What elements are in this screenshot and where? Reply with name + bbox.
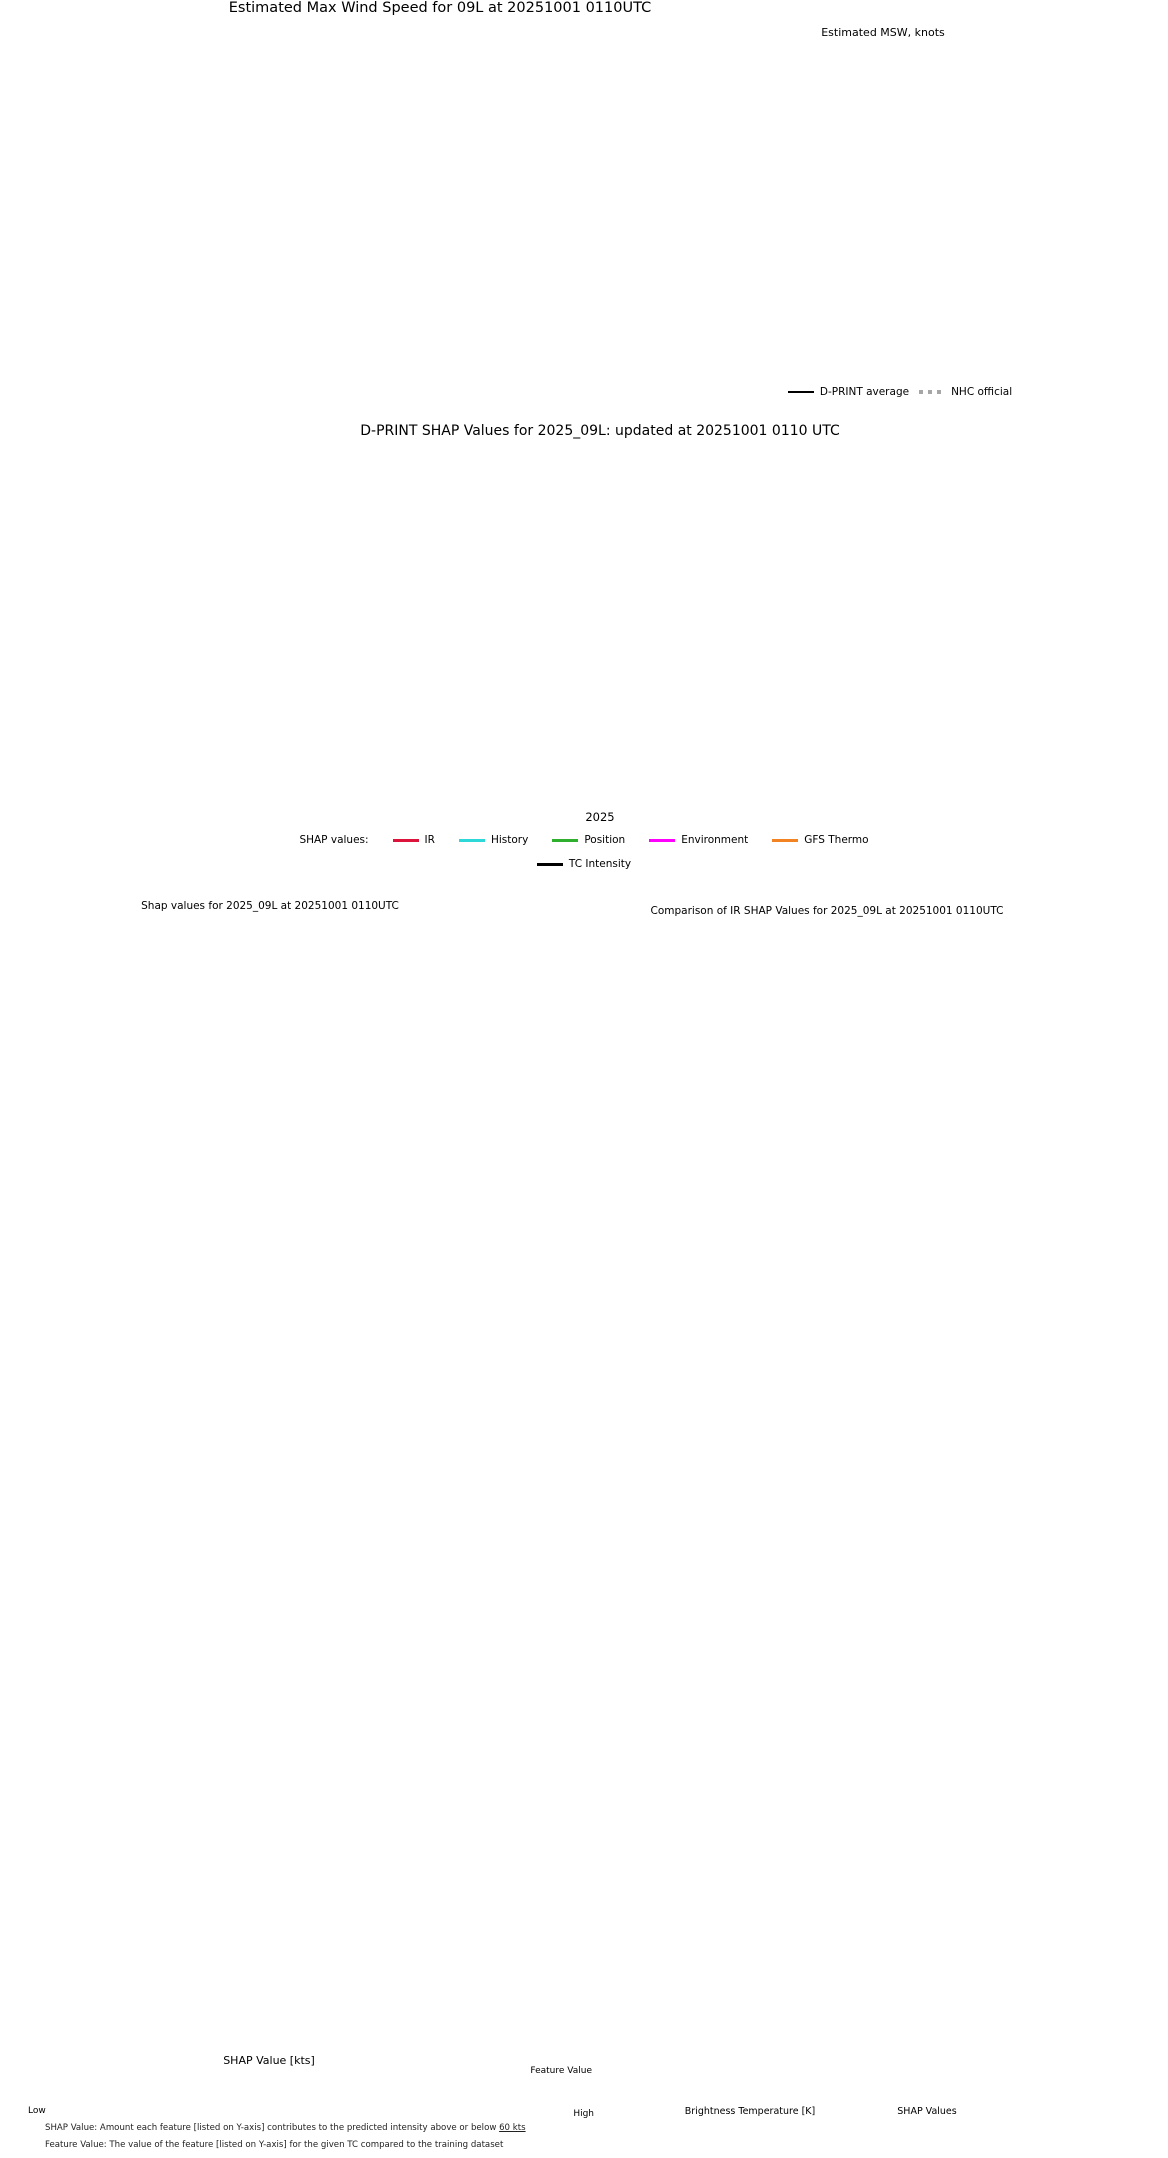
timeseries-legend-row1 [60,834,1108,846]
tc-intensity-line-swatch [537,863,563,866]
legend-item-tc-intensity [537,858,631,870]
legend-label: History [490,834,529,846]
legend-label: Position [584,834,626,846]
legend-label: TC Intensity [568,858,632,870]
legend-item-ir [393,834,435,846]
legend-label: Environment [681,834,749,846]
colorbar-low-label: Low [28,2106,46,2116]
colorbar-high-label: High [573,2109,594,2119]
dotplot-title: Shap values for 2025_09L at 20251001 0110UTC [141,900,399,912]
legend-item-nhc-official [919,386,1012,398]
legend-item-position [552,834,625,846]
timeseries-xlabel: 2025 [585,810,615,824]
position-line-swatch [552,839,578,842]
legend-prefix: SHAP values: [299,834,369,846]
legend-label: IR [424,834,435,846]
shap-dotplot [0,895,614,2158]
page-title: Estimated Max Wind Speed for 09L at 20251001 0110UTC [228,0,652,16]
msw-histogram [690,24,1168,386]
nhc-official-dotted-swatch [919,390,945,394]
shap-timeseries-chart [0,415,1168,830]
ir-line-swatch [393,839,419,842]
histogram-legend [700,386,1100,398]
legend-label: GFS Thermo [804,834,869,846]
legend-label: D-PRINT average [819,386,910,398]
comparison-title: Comparison of IR SHAP Values for 2025_09L at 20251001 0110UTC [650,905,1004,917]
dprint-average-line-swatch [788,391,814,393]
legend-item-history [459,834,528,846]
timeseries-legend-row2 [60,858,1108,870]
environment-line-swatch [649,839,675,842]
bt-colorbar-title: Brightness Temperature [K] [684,2106,816,2117]
timeseries-title: D-PRINT SHAP Values for 2025_09L: updated at 20251001 0110 UTC [360,423,840,439]
shap-colorbar-title: SHAP Values [897,2106,957,2117]
histogram-title: Estimated MSW, knots [821,26,945,39]
gfs-thermo-line-swatch [772,839,798,842]
legend-item-dprint-average [788,386,909,398]
legend-item-environment [649,834,748,846]
dotplot-xlabel: SHAP Value [kts] [223,2054,315,2067]
footnote-shap-value [45,2123,645,2133]
footnote-feature-value: Feature Value: The value of the feature [listed on Y-axis] for the given TC compared to the training dataset [45,2140,504,2150]
ir-thumbnail-strip [0,0,760,300]
legend-item-gfs-thermo [772,834,868,846]
footnote-text: SHAP Value: Amount each feature [listed on Y-axis] contributes to the predicted intensity above or below [45,2123,500,2133]
footnote-underlined-value: 60 kts [499,2123,526,2133]
feature-value-colorbar-title: Feature Value [530,2066,592,2076]
legend-label: NHC official [951,386,1013,398]
history-line-swatch [459,839,485,842]
ir-shap-comparison [620,900,1168,2158]
